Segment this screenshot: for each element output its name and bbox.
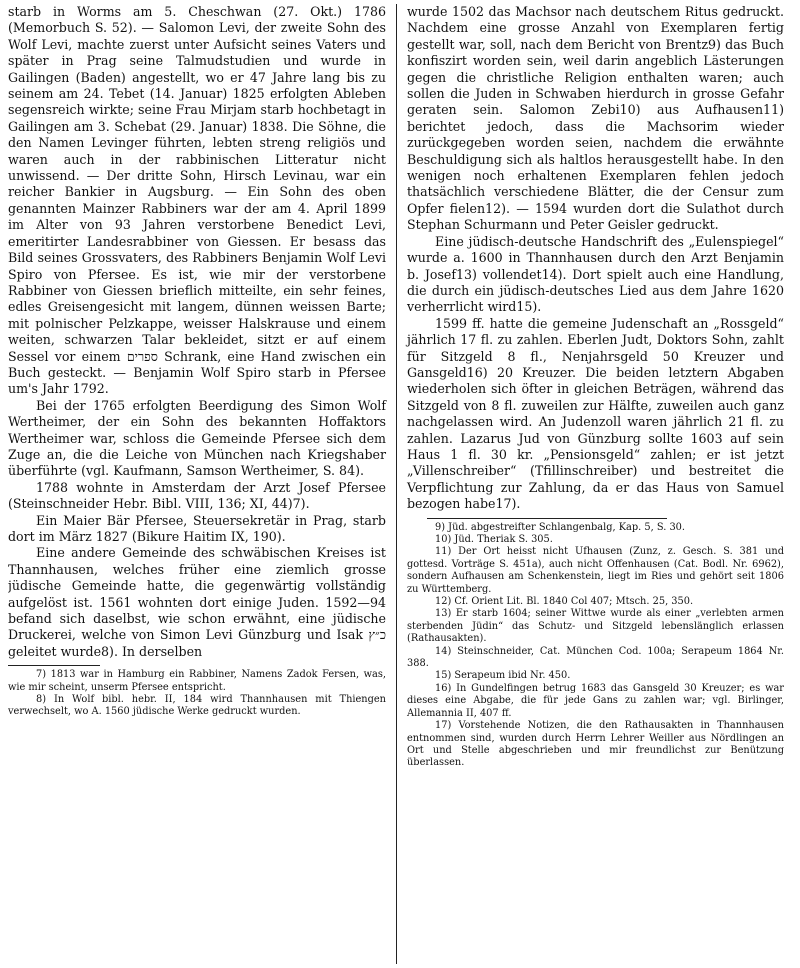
body-paragraph: Ein Maier Bär Pfersee, Steuersekretär in Prag, starb dort im März 1827 (Bikure Haitim IX, 190). <box>8 512 386 544</box>
footnote: 16) In Gundelfingen betrug 1683 das Gansgeld 30 Kreuzer; es war dieses eine Abgabe, die für jede Gans zu zahlen war; vgl. Birlinger, Allemannia II, 407 ff. <box>407 682 784 719</box>
footnote: 8) In Wolf bibl. hebr. II, 184 wird Thannhausen mit Thiengen verwechselt, wo A. 1560 jüdische Werke gedruckt wurden. <box>8 694 386 718</box>
footnote: 15) Serapeum ibid Nr. 450. <box>435 670 571 682</box>
footnote: 14) Steinschneider, Cat. München Cod. 100a; Serapeum 1864 Nr. 388. <box>407 645 784 670</box>
body-paragraph: Bei der 1765 erfolgten Beerdigung des Simon Wolf Wertheimer, der ein Sohn des bekannten Hoffaktors Wertheimer war, schloss die Gemeinde Pfersee sich dem Zuge an, die die Leiche von München nach Kriegshaber überführte (vgl. Kaufmann, Samson Wertheimer, S. 84). <box>8 397 386 479</box>
body-paragraph: Eine andere Gemeinde des schwäbischen Kreises ist Thannhausen, welches früher eine ziemlich grosse jüdische Gemeinde hatte, die gegenwärtig vollständig aufgelöst ist. 1561 wohnten dort einige Juden. 1592—94 befand sich daselbst, wie schon erwähnt, eine jüdische Druckerei, welche von Simon Levi Günzburg und Isak כ״ץ geleitet wurde8). In derselben <box>8 545 386 659</box>
footnote-divider <box>427 518 667 519</box>
footnote: 9) Jüd. abgestreifter Schlangenbalg, Kap. 5, S. 30. <box>435 521 686 533</box>
footnote-divider <box>8 665 100 666</box>
footnote: 12) Cf. Orient Lit. Bl. 1840 Col 407; Mtsch. 25, 350. <box>435 596 694 608</box>
body-paragraph: 1599 ff. hatte die gemeine Judenschaft an „Rossgeld“ jährlich 17 fl. zu zahlen. Eberlen Judt, Doktors Sohn, zahlt für Sitzgeld 8 fl., Nenjahrsgeld 50 Kreuzer und Gansgeld16) 20 Kreuzer. Die beiden letztern Abgaben wiederholen sich öfter in gleichen Beträgen, während das Sitzgeld von 8 fl. zuweilen zur Hälfte, zuweilen auch ganz nachgelassen wird. An Judenzoll waren jährlich 21 fl. zu zahlen. Lazarus Jud von Günzburg sollte 1603 auf sein Haus 1 fl. 30 kr. „Pensionsgeld“ zahlen; er ist jetzt „Villenschreiber“ (Tfillinschreiber) und bestreitet die Verpflichtung zur Zahlung, da er das Haus von Samuel bezogen habe17). <box>407 315 784 512</box>
left-column <box>8 4 396 964</box>
body-paragraph: wurde 1502 das Machsor nach deutschem Ritus gedruckt. Nachdem eine grosse Anzahl von Exemplaren fertig gestellt war, soll, nach dem Bericht von Brentz9) das Buch konfiszirt worden sein, weil darin angeblich Lästerungen gegen die christliche Religion enthalten waren; auch sollen die Juden in Schwaben hierdurch in grosse Gefahr geraten sein. Salomon Zebi10) aus Aufhausen11) berichtet jedoch, dass die Machsorim wieder zurückgegeben worden seien, nachdem die erwähnte Beschuldigung sich als haltlos herausgestellt habe. In den wenigen noch erhaltenen Exemplaren fehlen jedoch thatsächlich verschiedene Blätter, die der Censur zum Opfer fielen12). — 1594 wurden dort die Sulathot durch Stephan Schurmann und Peter Geisler gedruckt. <box>407 4 784 233</box>
right-column <box>396 4 784 964</box>
body-paragraph: starb in Worms am 5. Cheschwan (27. Okt.) 1786 (Memorbuch S. 52). — Salomon Levi, der zweite Sohn des Wolf Levi, machte zuerst unter Aufsicht seines Vaters und später in Prag seine Talmudstudien und wurde in Gailingen (Baden) angestellt, wo er 47 Jahre lang bis zu seinem am 24. Tebet (14. Januar) 1825 erfolgten Ableben segensreich wirkte; seine Frau Mirjam starb hochbetagt in Gailingen am 3. Schebat (29. Januar) 1838. Die Söhne, die den Namen Levinger führten, lebten streng religiös und waren auch in der rabbinischen Litteratur nicht unwissend. — Der dritte Sohn, Hirsch Levinau, war ein reicher Bankier in Augsburg. — Ein Sohn des oben genannten Mainzer Rabbiners war der am 4. April 1899 im Alter von 93 Jahren verstorbene Benedict Levi, emeritirter Landesrabbiner von Giessen. Er besass das Bild seines Grossvaters, des Rabbiners Benjamin Wolf Levi Spiro von Pfersee. Es ist, wie mir der verstorbene Rabbiner von Giessen brieflich mitteilte, ein sehr feines, edles Greisengesicht mit langem, dünnen weissen Barte; mit polnischer Pelzkappe, weisser Halskrause und einem weiten, schwarzen Talar bekleidet, sitzt er auf einem Sessel vor einem ספרים Schrank, eine Hand zwischen ein Buch gesteckt. — Benjamin Wolf Spiro starb in Pfersee um's Jahr 1792. <box>8 4 386 397</box>
footnote: 13) Er starb 1604; seiner Wittwe wurde als einer „verlebten armen sterbenden Jüdin“ das Schutz- und Sitzgeld lebenslänglich erlassen (Rathausakten). <box>407 608 784 645</box>
footnote: 11) Der Ort heisst nicht Ufhausen (Zunz, z. Gesch. S. 381 und gottesd. Vorträge S. 451a), auch nicht Offenhausen (Cat. Bodl. Nr. 6962), sondern Aufhausen am Schenkenstein, liegt im Ries und gehört seit 1806 zu Württemberg. <box>407 546 784 595</box>
body-paragraph: Eine jüdisch-deutsche Handschrift des „Eulenspiegel“ wurde a. 1600 in Thannhausen durch den Arzt Benjamin b. Josef13) vollendet14). Dort spielt auch eine Handlung, die durch ein jüdisch-deutsches Lied aus dem Jahre 1620 verherrlicht wird15). <box>407 233 784 315</box>
footnote: 17) Vorstehende Notizen, die den Rathausakten in Thannhausen entnommen sind, wurden durch Herrn Lehrer Weiller aus Nördlingen an Ort und Stelle abgeschrieben und mir freundlichst zur Benützung überlassen. <box>407 720 784 769</box>
body-paragraph: 1788 wohnte in Amsterdam der Arzt Josef Pfersee (Steinschneider Hebr. Bibl. VIII, 136; XI, 44)7). <box>8 479 386 512</box>
footnote: 10) Jüd. Theriak S. 305. <box>435 534 553 545</box>
footnote: 7) 1813 war in Hamburg ein Rabbiner, Namens Zadok Fersen, was, wie mir scheint, unserm Pfersee entspricht. <box>8 669 386 693</box>
